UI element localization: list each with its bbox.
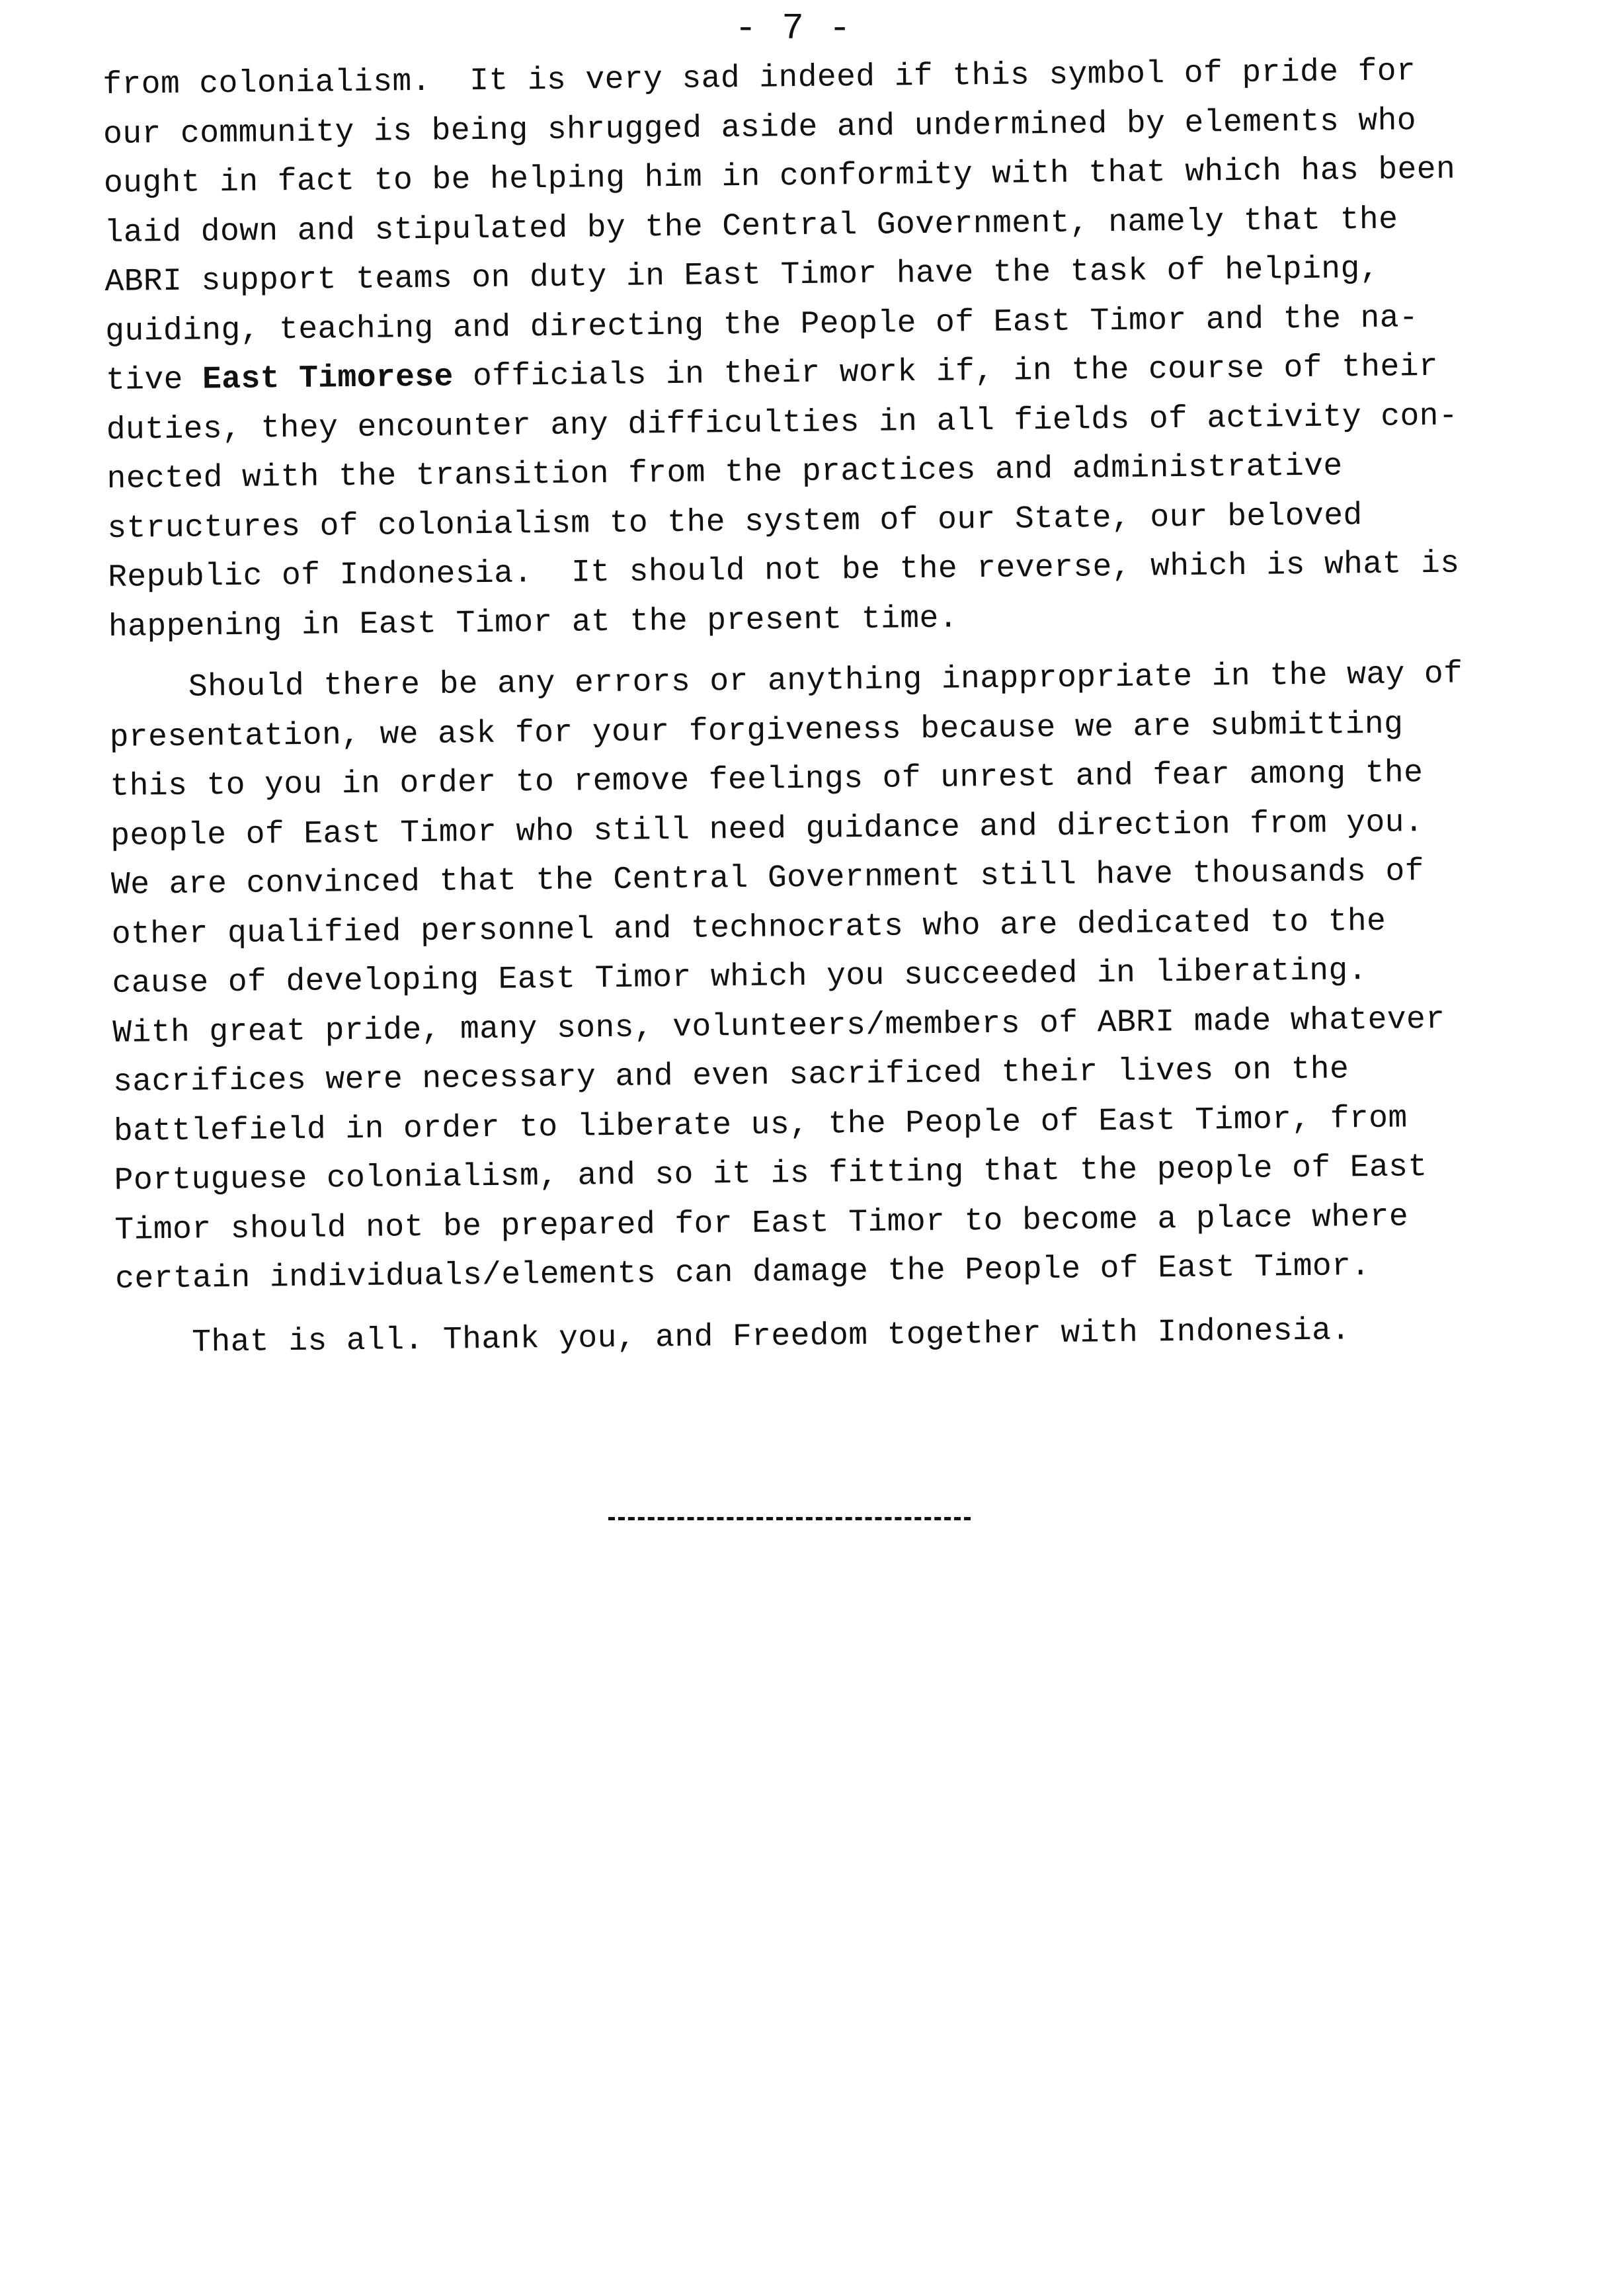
text-line: laid down and stipulated by the Central Government, namely that the — [104, 201, 1398, 251]
text-line: sacrifices were necessary and even sacrificed their lives on the — [112, 1051, 1349, 1100]
letter-body — [102, 46, 1545, 1368]
text-line: happening in East Timor at the present time. — [108, 600, 959, 645]
text-line: Timor should not be prepared for East Timor to become a place where — [114, 1198, 1409, 1249]
text-line: certain individuals/elements can damage the People of East Timor. — [115, 1249, 1371, 1297]
text-line: cause of developing East Timor which you succeeded in liberating. — [112, 953, 1368, 1002]
text-line: ought in fact to be helping him in conformity with that which has been — [103, 151, 1456, 202]
text-line: Should there be any errors or anything inappropriate in the way of — [188, 656, 1463, 706]
text-line: presentation, we ask for your forgiveness because we are submitting — [109, 706, 1404, 756]
paragraph-2 — [109, 649, 1544, 1304]
text-line: We are convinced that the Central Government still have thousands of — [110, 854, 1425, 903]
text-segment: officials in their work if, in the course of their — [453, 348, 1439, 395]
text-segment: tive — [105, 362, 203, 399]
text-line: nected with the transition from the practices and administrative — [106, 448, 1343, 497]
text-line: ABRI support teams on duty in East Timor have the task of helping, — [104, 251, 1380, 300]
text-line: other qualified personnel and technocrats who are dedicated to the — [111, 903, 1387, 953]
text-line: duties, they encounter any difficulties in all fields of activity con- — [106, 398, 1459, 448]
end-of-letter-rule — [608, 1517, 971, 1520]
text-line: Republic of Indonesia. It should not be the reverse, which is what is — [107, 546, 1460, 596]
text-line: from colonialism. It is very sad indeed if this symbol of pride for — [102, 54, 1416, 103]
closing-line: That is all. Thank you, and Freedom together with Indonesia. — [192, 1312, 1351, 1361]
emphasized-place-name: East Timorese — [202, 359, 454, 398]
text-line: people of East Timor who still need guidance and direction from you. — [110, 804, 1424, 854]
page-number: - 7 - — [734, 7, 853, 50]
text-line: Portuguese colonialism, and so it is fitting that the people of East — [114, 1149, 1427, 1199]
text-line: guiding, teaching and directing the People of East Timor and the na- — [105, 300, 1419, 350]
text-line: With great pride, many sons, volunteers/members of ABRI made whatever — [112, 1001, 1445, 1051]
text-line: our community is being shrugged aside and undermined by elements who — [102, 102, 1417, 153]
text-line: battlefield in order to liberate us, the People of East Timor, from — [113, 1100, 1408, 1150]
text-line: this to you in order to remove feelings of unrest and fear among the — [110, 755, 1424, 805]
paragraph-1 — [102, 46, 1537, 652]
text-line: structures of colonialism to the system of our State, our beloved — [107, 497, 1363, 547]
